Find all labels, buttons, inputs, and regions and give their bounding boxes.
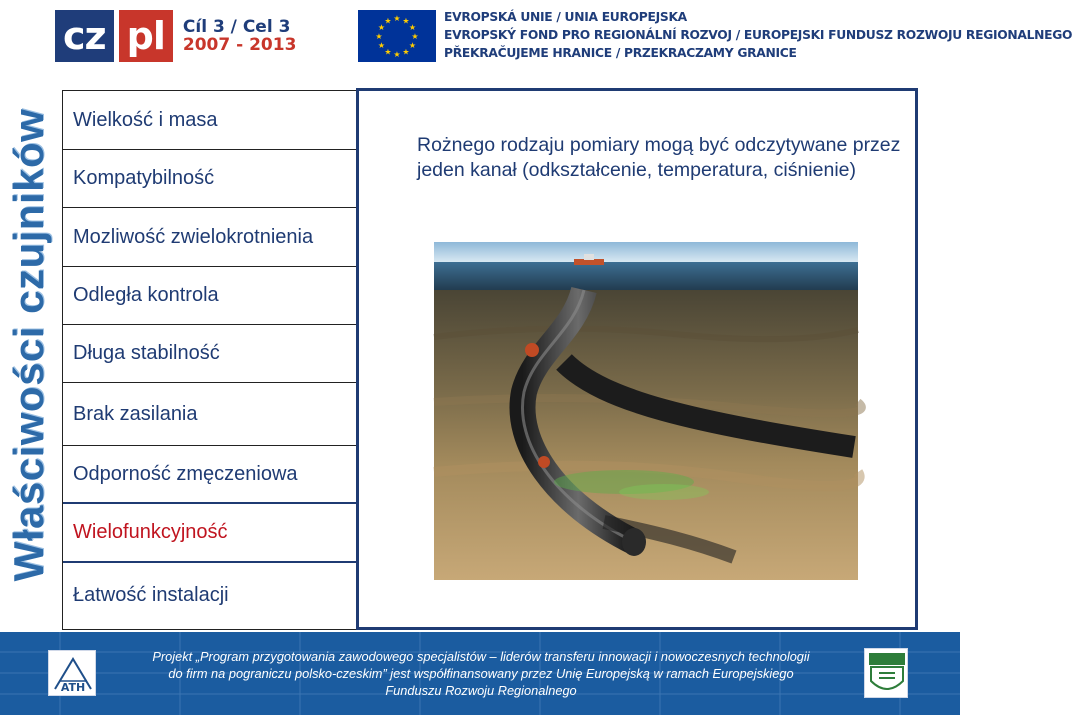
- content-panel: [356, 88, 918, 630]
- czpl-logo-pl: pl: [119, 10, 173, 62]
- list-item-odpornosc-zmeczeniowa[interactable]: Odporność zmęczeniowa: [63, 446, 360, 504]
- svg-text:★: ★: [408, 23, 417, 32]
- ath-logo-text: ATH: [60, 681, 86, 694]
- list-item-odlegla-kontrola[interactable]: Odległa kontrola: [63, 267, 360, 325]
- svg-text:★: ★: [384, 16, 392, 26]
- eu-logo-line1: EVROPSKÁ UNIE / UNIA EUROPEJSKA: [444, 10, 687, 24]
- czpl-cil-line2: 2007 - 2013: [182, 35, 297, 55]
- feature-list: [62, 90, 359, 630]
- svg-text:★: ★: [402, 47, 410, 57]
- list-item-kompatybilnosc[interactable]: Kompatybilność: [63, 150, 360, 208]
- svg-text:★: ★: [377, 23, 386, 32]
- university-crest-icon: [864, 648, 908, 698]
- eu-logo-text: [444, 8, 1072, 62]
- list-item-dluga-stabilnosc[interactable]: Długa stabilność: [63, 325, 360, 383]
- vertical-title: Właściwości czujników: [5, 108, 52, 582]
- eu-flag-icon: [358, 10, 436, 62]
- footer-text: [105, 648, 857, 699]
- footer-line3: Funduszu Rozwoju Regionalnego: [385, 683, 577, 698]
- svg-text:★: ★: [402, 16, 410, 26]
- list-item-latwosc-instalacji[interactable]: Łatwość instalacji: [73, 584, 229, 606]
- svg-text:★: ★: [375, 32, 383, 41]
- czpl-logo-cz: cz: [55, 10, 114, 62]
- eu-logo-line2: EVROPSKÝ FOND PRO REGIONÁLNÍ ROZVOJ / EUROPEJSKI FUNDUSZ ROZWOJU REGIONALNEGO: [444, 28, 1072, 42]
- svg-text:★: ★: [384, 47, 392, 57]
- svg-text:★: ★: [411, 32, 419, 41]
- list-item-brak-zasilania[interactable]: Brak zasilania: [63, 383, 360, 446]
- svg-text:★: ★: [393, 50, 401, 59]
- czpl-cil-line1: Cíl 3 / Cel 3: [182, 17, 291, 37]
- ath-logo-icon: [48, 650, 96, 696]
- eu-logo-line3: PŘEKRAČUJEME HRANICE / PRZEKRACZAMY GRANICE: [444, 46, 797, 60]
- footer-line2: do firm na pograniczu polsko-czeskim” jest współfinansowany przez Unię Europejską w ramach Europejskiego: [168, 666, 794, 681]
- vertical-title-container: [5, 95, 53, 595]
- offshore-drilling-illustration: [434, 242, 858, 580]
- list-item-wielofunkcyjnosc[interactable]: Wielofunkcyjność: [63, 502, 360, 563]
- list-item-wielkosc[interactable]: Wielkość i masa: [63, 91, 360, 150]
- panel-description: Rożnego rodzaju pomiary mogą być odczytywane przez jeden kanał (odkształcenie, temperatura, ciśnienie): [417, 134, 901, 181]
- footer-line1: Projekt „Program przygotowania zawodowego specjalistów – liderów transferu innowacji i nowoczesnych technologii: [152, 649, 810, 664]
- svg-text:★: ★: [377, 41, 386, 50]
- list-item-zwielokrotnienie[interactable]: Mozliwość zwielokrotnienia: [63, 208, 360, 267]
- czpl-logo-cil: [183, 18, 297, 54]
- svg-text:★: ★: [393, 14, 401, 23]
- svg-text:★: ★: [408, 41, 417, 50]
- czpl-logo: [55, 10, 296, 62]
